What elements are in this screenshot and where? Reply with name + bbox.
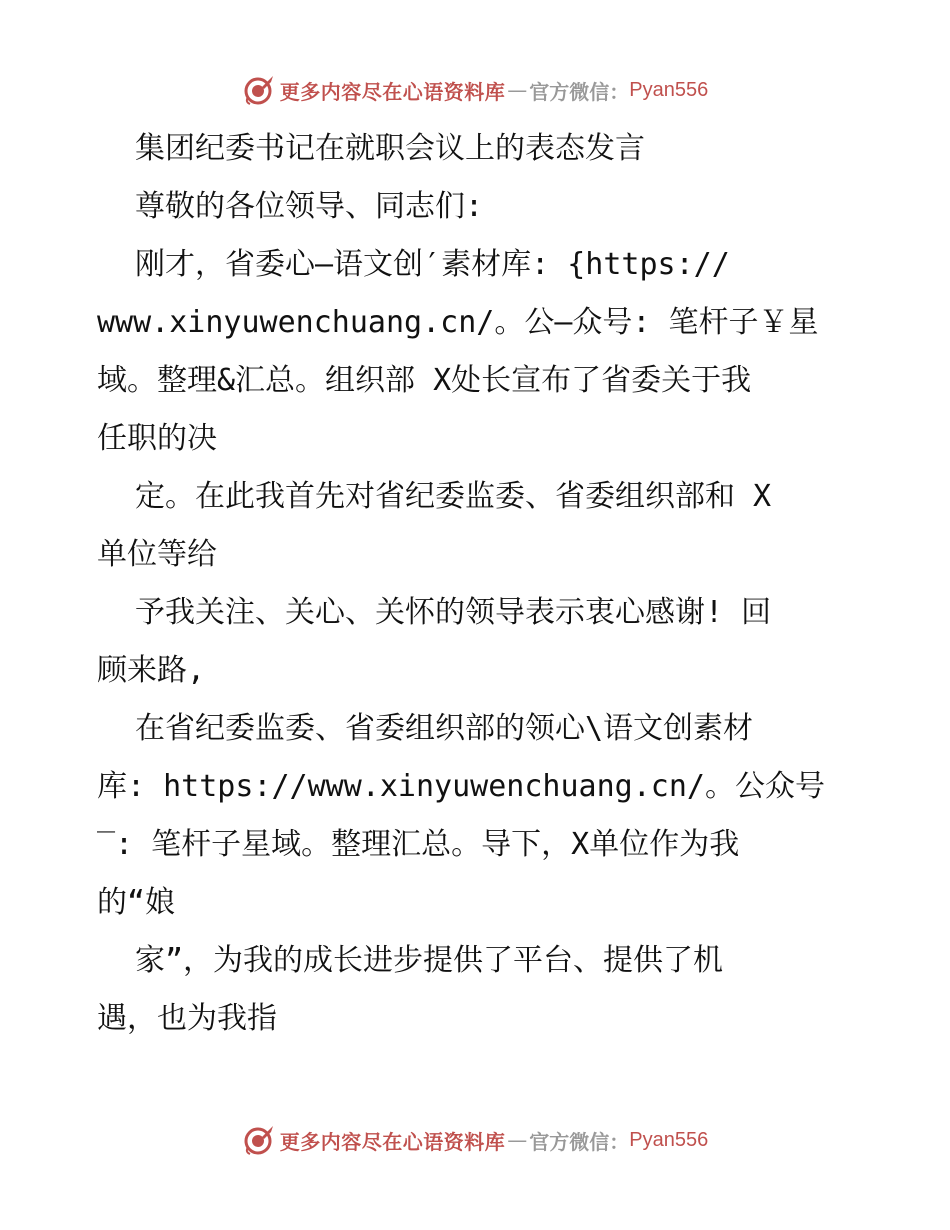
- header-brand: [242, 73, 708, 107]
- document-title: 集团纪委书记在就职会议上的表态发言: [135, 131, 645, 166]
- quill-seal-logo-icon: [242, 73, 276, 107]
- footer-wechat-id: Pyan556: [629, 1128, 709, 1151]
- page-footer: [0, 1120, 950, 1160]
- body-line: 刚才，省委心—语文创′素材库: {https://: [135, 247, 730, 282]
- body-line: 的“娘: [97, 885, 176, 920]
- body-line: www.xinyuwenchuang.cn/。公—众号: 笔杆子￥星: [97, 305, 819, 340]
- salutation: 尊敬的各位领导、同志们:: [135, 189, 484, 224]
- body-line: 域。整理&汇总。组织部 X处长宣布了省委关于我: [97, 363, 752, 398]
- document-body: [97, 120, 857, 1048]
- body-line: 予我关注、关心、关怀的领导表示衷心感谢! 回: [135, 595, 772, 630]
- body-line: 遇，也为我指: [97, 1001, 277, 1036]
- header-brand-text: 更多内容尽在心语资料库: [279, 79, 506, 104]
- body-line: 定。在此我首先对省纪委监委、省委组织部和 X: [135, 479, 772, 514]
- body-line: 单位等给: [97, 537, 217, 572]
- quill-seal-logo-icon: [242, 1123, 276, 1157]
- header-wechat-label: 官方微信：: [529, 79, 630, 104]
- page-header: [0, 70, 950, 110]
- header-wechat-id: Pyan556: [629, 78, 709, 101]
- footer-separator: —: [507, 1128, 528, 1152]
- footer-brand-text: 更多内容尽在心语资料库: [279, 1129, 506, 1154]
- body-line: 家”，为我的成长进步提供了平台、提供了机: [135, 943, 724, 978]
- body-line: 库: https://www.xinyuwenchuang.cn/。公众号: [97, 769, 825, 804]
- footer-brand: [242, 1123, 708, 1157]
- footer-wechat-label: 官方微信：: [529, 1129, 630, 1154]
- body-line: ‾: 笔杆子星域。整理汇总。导下，X单位作为我: [97, 827, 740, 862]
- body-line: 任职的决: [97, 421, 217, 456]
- header-separator: —: [507, 78, 528, 102]
- body-line: 顾来路,: [97, 653, 206, 688]
- body-line: 在省纪委监委、省委组织部的领心\语文创素材: [135, 711, 754, 746]
